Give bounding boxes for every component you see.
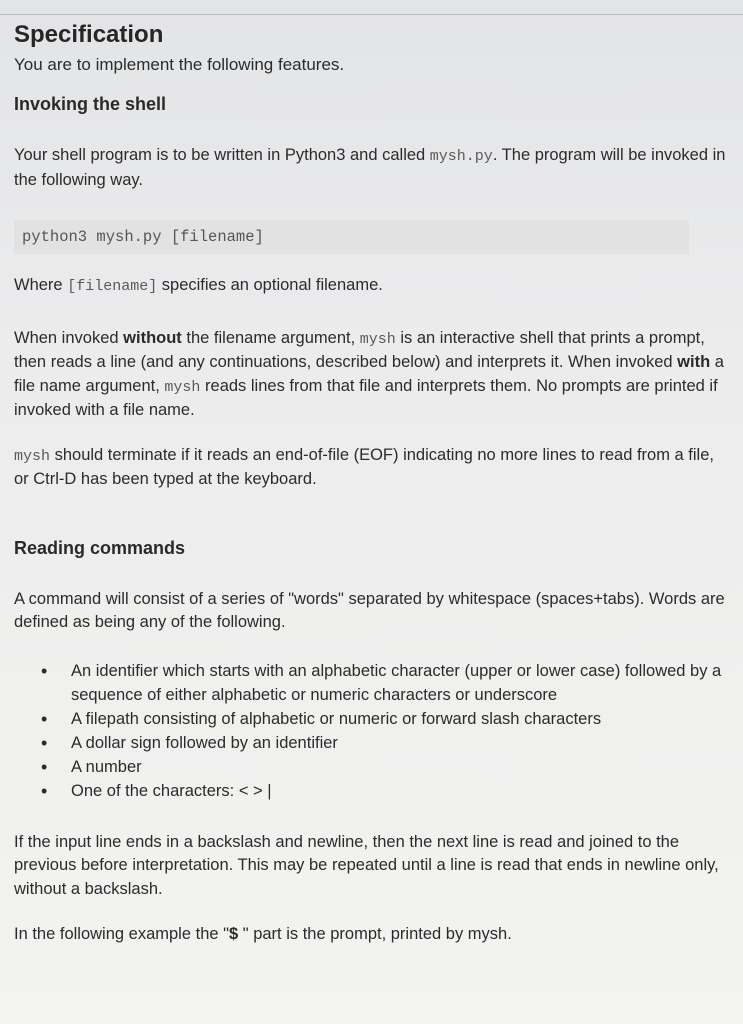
inline-code: [filename] xyxy=(67,278,158,295)
bullet-icon: • xyxy=(41,756,48,777)
text-span: When invoked xyxy=(14,328,124,347)
list-item xyxy=(41,659,729,707)
list-item-text: A dollar sign followed by an identifier xyxy=(71,733,338,752)
text-span: specifies an optional filename. xyxy=(157,276,383,294)
page-subtitle: You are to implement the following features. xyxy=(14,55,345,74)
inline-code: mysh xyxy=(14,447,51,465)
text-span: Your shell program is to be written in Python3 and called xyxy=(14,146,430,164)
section-heading-reading: Reading commands xyxy=(14,537,186,558)
list-item-text: A number xyxy=(71,757,142,776)
document-page xyxy=(14,20,729,947)
list-item xyxy=(41,779,729,803)
list-item xyxy=(41,755,729,779)
list-item xyxy=(41,731,729,755)
paragraph-invocation xyxy=(14,144,729,192)
paragraph-words-intro: A command will consist of a series of "words" separated by whitespace (spaces+tabs). Words are defined as being any of the following. xyxy=(14,589,725,631)
paragraph-eof xyxy=(14,444,729,492)
text-span: " part is the prompt, printed by mysh. xyxy=(242,925,512,943)
bullet-icon: • xyxy=(41,780,48,801)
list-item xyxy=(41,707,729,731)
text-span: the filename argument, xyxy=(181,328,360,347)
page-title: Specification xyxy=(14,21,164,48)
paragraph-modes xyxy=(14,327,729,423)
paragraph-filename xyxy=(14,274,729,299)
prompt-symbol: $ xyxy=(228,925,243,943)
emphasis-with: with xyxy=(677,353,711,371)
text-span: should terminate if it reads an end-of-file (EOF) indicating no more lines to read from a file, or Ctrl-D has been typed at the keyboard. xyxy=(14,445,714,488)
text-span: is an interactive shell that prints a prompt, then reads a line (and any continuations, described below) and interprets it. When invoked xyxy=(14,328,705,371)
code-block: python3 mysh.py [filename] xyxy=(14,220,689,254)
text-span: reads lines from that file and interprets them. No prompts are printed if invoked with a file name. xyxy=(14,376,718,419)
bullet-icon: • xyxy=(41,708,48,729)
bullet-icon: • xyxy=(41,660,48,681)
inline-code: mysh.py xyxy=(429,148,493,165)
paragraph-continuation: If the input line ends in a backslash and newline, then the next line is read and joined to the previous before interpretation. This may be repeated until a line is read that ends in newline only, without a backslash. xyxy=(14,832,719,898)
inline-code: mysh xyxy=(359,330,396,348)
text-span: In the following example the " xyxy=(14,925,229,943)
section-heading-invoking: Invoking the shell xyxy=(14,94,167,114)
word-types-list xyxy=(14,659,729,803)
list-item-text: One of the characters: < > | xyxy=(71,781,272,800)
top-divider xyxy=(0,14,743,15)
paragraph-example xyxy=(14,923,729,947)
list-item-text: An identifier which starts with an alphabetic character (upper or lower case) followed by a sequence of either alphabetic or numeric characters or underscore xyxy=(71,661,722,704)
list-item-text: A filepath consisting of alphabetic or numeric or forward slash characters xyxy=(71,709,602,728)
bullet-icon: • xyxy=(41,732,48,753)
text-span: Where xyxy=(14,276,68,294)
inline-code: mysh xyxy=(164,378,201,396)
text-span: a file name argument, xyxy=(14,353,724,395)
text-span: . The program will be invoked in the following way. xyxy=(14,146,726,189)
emphasis-without: without xyxy=(123,328,182,347)
